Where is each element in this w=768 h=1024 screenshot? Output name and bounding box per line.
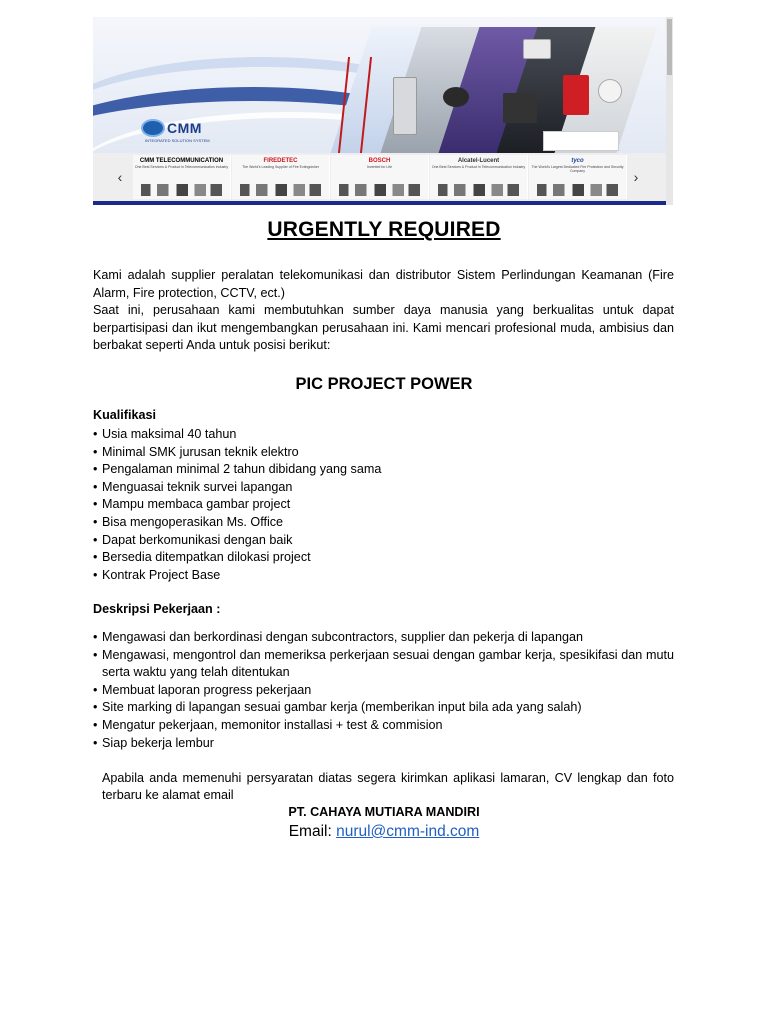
- list-item-text: Minimal SMK jurusan teknik elektro: [102, 444, 299, 459]
- page-title: URGENTLY REQUIRED: [267, 218, 501, 241]
- bullet-icon: •: [93, 444, 98, 459]
- list-item: [93, 647, 674, 682]
- brand-tagline: One Best Services & Product in Telecommunication Industry: [134, 165, 229, 169]
- certification-badges: [543, 131, 619, 151]
- intro-paragraph: Kami adalah supplier peralatan telekomunikasi dan distributor Sistem Perlindungan Keamanan (Fire Alarm, Fire protection, CCTV, ect.): [93, 268, 674, 300]
- bullet-icon: •: [93, 550, 98, 565]
- scrollbar-thumb[interactable]: [667, 19, 672, 75]
- globe-icon: [141, 119, 165, 137]
- brand-name: tyco: [571, 158, 584, 164]
- bullet-icon: •: [93, 462, 98, 477]
- list-item-text: Menguasai teknik survei lapangan: [102, 479, 293, 494]
- bullet-icon: •: [93, 717, 98, 732]
- brand-card[interactable]: [331, 155, 429, 199]
- bullet-icon: •: [93, 514, 98, 529]
- job-description-heading: Deskripsi Pekerjaan :: [93, 602, 221, 616]
- list-item: [93, 514, 674, 532]
- list-item-text: Kontrak Project Base: [102, 567, 221, 582]
- brand-products-image: [537, 184, 618, 196]
- list-item-text: Siap bekerja lembur: [102, 735, 215, 750]
- list-item-text: Site marking di lapangan sesuai gambar kerja (memberikan input bila ada yang salah): [102, 700, 582, 715]
- job-description-list: [93, 629, 674, 752]
- brand-tagline: The World's Leading Supplier of Fire Extinguisher: [242, 165, 319, 169]
- bullet-icon: •: [93, 735, 98, 750]
- list-item: [93, 699, 674, 717]
- company-name: PT. CAHAYA MUTIARA MANDIRI: [288, 805, 480, 819]
- cmm-logo: [141, 119, 202, 137]
- banner-bottom-border: [93, 201, 666, 205]
- email-link[interactable]: nurul@cmm-ind.com: [336, 823, 480, 840]
- brand-name: CMM TELECOMMUNICATION: [139, 158, 224, 164]
- brand-products-image: [141, 184, 222, 196]
- list-item-text: Mampu membaca gambar project: [102, 497, 291, 512]
- bullet-icon: •: [93, 567, 98, 582]
- brand-products-image: [240, 184, 321, 196]
- list-item: [93, 426, 674, 444]
- bullet-icon: •: [93, 497, 98, 512]
- fire-alarm-image: [563, 75, 589, 115]
- list-item: [93, 496, 674, 514]
- list-item-text: Mengawasi, mengontrol dan memeriksa perkerjaan sesuai dengan gambar kerja, spesikifasi dan mutu serta waktu yang telah ditentukan: [102, 647, 674, 680]
- list-item: [93, 717, 674, 735]
- list-item-text: Pengalaman minimal 2 tahun dibidang yang sama: [102, 462, 382, 477]
- carousel-prev-icon[interactable]: ‹: [117, 169, 123, 185]
- bullet-icon: •: [93, 700, 98, 715]
- intro-paragraph: Saat ini, perusahaan kami membutuhkan sumber daya manusia yang berkualitas untuk dapat berpartisipasi dan ikut mengembangkan perusahaan ini. Kami mencari profesional muda, ambisius dan berbakat seperti Anda untuk posisi berikut:: [93, 303, 674, 353]
- brand-card[interactable]: [430, 155, 528, 199]
- qualifications-list: [93, 426, 674, 584]
- application-instructions: Apabila anda memenuhi persyaratan diatas segera kirimkan aplikasi lamaran, CV lengkap dan foto terbaru ke alamat email: [102, 771, 674, 802]
- brand-carousel: [93, 153, 666, 201]
- list-item-text: Mengatur pekerjaan, memonitor installasi + test & commision: [102, 717, 443, 732]
- access-point-image: [523, 39, 551, 59]
- smoke-detector-image: [598, 79, 622, 103]
- list-item: [93, 567, 674, 585]
- brand-name: Alcatel-Lucent: [457, 158, 500, 164]
- control-panel-image: [503, 93, 537, 123]
- company-banner: [93, 17, 673, 205]
- brand-card[interactable]: [232, 155, 330, 199]
- banner-scrollbar[interactable]: [666, 17, 673, 205]
- bullet-icon: •: [93, 630, 98, 644]
- carousel-next-icon[interactable]: ›: [633, 169, 639, 185]
- list-item: [93, 549, 674, 567]
- logo-subtitle: INTEGRATED SOLUTION SYSTEM: [145, 138, 210, 143]
- list-item-text: Mengawasi dan berkordinasi dengan subcontractors, supplier dan pekerja di lapangan: [102, 630, 583, 644]
- list-item: [93, 461, 674, 479]
- fire-panel-image: [393, 77, 417, 135]
- brand-name: BOSCH: [368, 158, 391, 164]
- list-item: [93, 444, 674, 462]
- email-label: Email:: [288, 823, 337, 840]
- banner-hero: [93, 17, 666, 153]
- qualifications-heading: Kualifikasi: [93, 408, 156, 422]
- logo-text: CMM: [167, 120, 202, 136]
- brand-tagline: Invented for Life: [366, 165, 393, 169]
- bullet-icon: •: [93, 682, 98, 697]
- list-item-text: Usia maksimal 40 tahun: [102, 427, 237, 441]
- bullet-icon: •: [93, 532, 98, 547]
- email-line: [0, 823, 768, 841]
- bullet-icon: •: [93, 647, 98, 662]
- brand-name: FIREDETEC: [263, 158, 298, 164]
- list-item: [93, 735, 674, 753]
- brand-tagline: The World's Largest Dedicated Fire Protection and Security Company: [531, 165, 624, 173]
- conference-phone-image: [443, 87, 469, 107]
- list-item: [93, 532, 674, 550]
- bullet-icon: •: [93, 427, 98, 441]
- list-item-text: Bersedia ditempatkan dilokasi project: [102, 550, 311, 565]
- list-item-text: Dapat berkomunikasi dengan baik: [102, 532, 293, 547]
- brand-products-image: [438, 184, 519, 196]
- list-item-text: Bisa mengoperasikan Ms. Office: [102, 514, 284, 529]
- brand-card[interactable]: [529, 155, 627, 199]
- brand-products-image: [339, 184, 420, 196]
- bullet-icon: •: [93, 479, 98, 494]
- list-item: [93, 479, 674, 497]
- position-title: PIC PROJECT POWER: [295, 375, 473, 393]
- list-item: [93, 629, 674, 647]
- brand-card[interactable]: [133, 155, 231, 199]
- list-item-text: Membuat laporan progress pekerjaan: [102, 682, 312, 697]
- list-item: [93, 682, 674, 700]
- brand-tagline: One Best Services & Product in Telecommunication Industry: [431, 165, 526, 169]
